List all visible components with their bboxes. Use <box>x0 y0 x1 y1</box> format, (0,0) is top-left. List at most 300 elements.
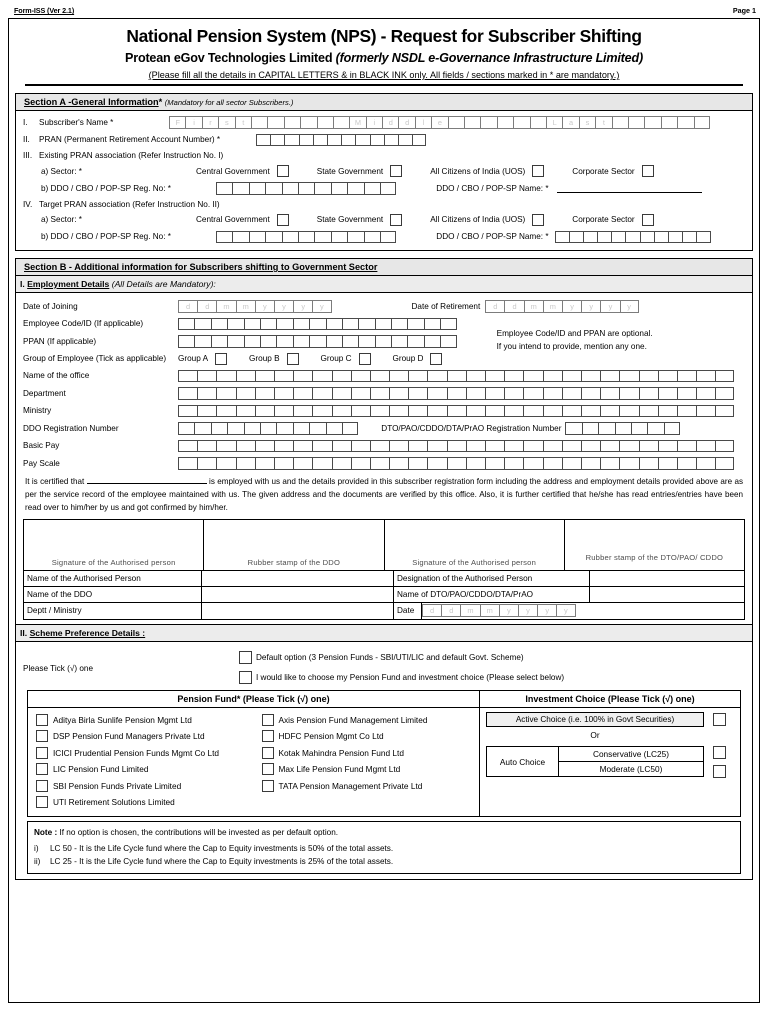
char-box[interactable] <box>364 231 380 244</box>
char-box[interactable]: y <box>562 300 581 313</box>
pension-fund-checkbox[interactable] <box>262 714 274 726</box>
char-box[interactable] <box>370 405 389 418</box>
char-box[interactable] <box>619 387 638 400</box>
char-box[interactable] <box>270 134 284 147</box>
char-box[interactable] <box>677 405 696 418</box>
pension-fund-option[interactable] <box>36 745 254 762</box>
char-box[interactable] <box>370 134 384 147</box>
authorised-person-name-input[interactable] <box>202 571 394 586</box>
char-box[interactable] <box>216 440 235 453</box>
pension-fund-option[interactable] <box>36 761 254 778</box>
char-box[interactable] <box>232 182 248 195</box>
char-box[interactable] <box>232 231 248 244</box>
char-box[interactable] <box>370 387 389 400</box>
char-box[interactable] <box>424 318 440 331</box>
pension-fund-checkbox[interactable] <box>36 763 48 775</box>
char-box[interactable] <box>407 318 423 331</box>
char-box[interactable] <box>326 422 342 435</box>
char-box[interactable] <box>249 182 265 195</box>
char-box[interactable] <box>715 387 734 400</box>
employee-code-input[interactable] <box>178 318 457 331</box>
char-box[interactable] <box>255 457 274 470</box>
char-box[interactable] <box>612 116 628 129</box>
char-box[interactable] <box>485 387 504 400</box>
char-box[interactable] <box>597 231 611 244</box>
char-box[interactable] <box>569 231 583 244</box>
char-box[interactable] <box>581 405 600 418</box>
char-box[interactable]: l <box>415 116 431 129</box>
char-box[interactable] <box>211 422 227 435</box>
char-box[interactable] <box>358 318 374 331</box>
char-box[interactable] <box>178 370 197 383</box>
char-box[interactable] <box>255 405 274 418</box>
char-box[interactable]: F <box>169 116 185 129</box>
char-box[interactable]: t <box>595 116 611 129</box>
target-sector-option[interactable] <box>572 214 653 226</box>
char-box[interactable] <box>236 370 255 383</box>
pension-fund-checkbox[interactable] <box>262 763 274 775</box>
char-box[interactable] <box>341 134 355 147</box>
char-box[interactable] <box>249 231 265 244</box>
char-box[interactable] <box>658 405 677 418</box>
authorised-person-designation-input[interactable] <box>590 571 744 586</box>
existing-sector-option[interactable] <box>196 165 289 177</box>
char-box[interactable]: y <box>518 604 537 617</box>
char-box[interactable] <box>332 387 351 400</box>
pension-fund-option[interactable] <box>262 712 480 729</box>
char-box[interactable] <box>375 318 391 331</box>
char-box[interactable] <box>342 422 358 435</box>
pran-input[interactable] <box>256 134 426 147</box>
char-box[interactable] <box>408 387 427 400</box>
char-box[interactable] <box>447 405 466 418</box>
char-box[interactable] <box>312 440 331 453</box>
deptt-ministry-input[interactable] <box>202 603 394 619</box>
char-box[interactable] <box>276 335 292 348</box>
char-box[interactable] <box>562 457 581 470</box>
target-sector-option-checkbox[interactable] <box>390 214 402 226</box>
char-box[interactable] <box>555 231 569 244</box>
char-box[interactable]: e <box>431 116 447 129</box>
char-box[interactable] <box>251 116 267 129</box>
char-box[interactable] <box>298 182 314 195</box>
char-box[interactable]: y <box>600 300 619 313</box>
pension-fund-option[interactable] <box>262 728 480 745</box>
char-box[interactable] <box>194 335 210 348</box>
char-box[interactable] <box>293 318 309 331</box>
char-box[interactable]: a <box>562 116 578 129</box>
char-box[interactable] <box>543 370 562 383</box>
char-box[interactable] <box>178 387 197 400</box>
pension-fund-checkbox[interactable] <box>262 747 274 759</box>
target-sector-options[interactable] <box>196 214 745 226</box>
char-box[interactable] <box>282 231 298 244</box>
char-box[interactable] <box>664 422 680 435</box>
signature-cell[interactable] <box>204 520 384 570</box>
char-box[interactable] <box>255 370 274 383</box>
char-box[interactable] <box>504 440 523 453</box>
char-box[interactable] <box>464 116 480 129</box>
char-box[interactable] <box>565 422 581 435</box>
char-box[interactable] <box>408 405 427 418</box>
char-box[interactable] <box>260 422 276 435</box>
char-box[interactable] <box>309 335 325 348</box>
existing-sector-option[interactable] <box>317 165 402 177</box>
char-box[interactable] <box>562 370 581 383</box>
char-box[interactable] <box>298 231 314 244</box>
char-box[interactable] <box>639 440 658 453</box>
char-box[interactable] <box>543 440 562 453</box>
char-box[interactable] <box>216 231 232 244</box>
char-box[interactable] <box>347 182 363 195</box>
char-box[interactable] <box>244 318 260 331</box>
char-box[interactable] <box>485 405 504 418</box>
ppan-input[interactable] <box>178 335 457 348</box>
char-box[interactable] <box>197 370 216 383</box>
char-box[interactable] <box>197 387 216 400</box>
char-box[interactable]: d <box>398 116 414 129</box>
char-box[interactable] <box>658 387 677 400</box>
char-box[interactable]: y <box>255 300 274 313</box>
char-box[interactable] <box>312 370 331 383</box>
char-box[interactable] <box>274 370 293 383</box>
char-box[interactable]: s <box>218 116 234 129</box>
existing-sector-option-checkbox[interactable] <box>277 165 289 177</box>
char-box[interactable] <box>562 405 581 418</box>
char-box[interactable] <box>364 182 380 195</box>
date-input[interactable] <box>422 604 576 617</box>
char-box[interactable] <box>327 134 341 147</box>
char-box[interactable]: d <box>178 300 197 313</box>
target-sector-option[interactable] <box>196 214 289 226</box>
char-box[interactable] <box>358 335 374 348</box>
group-option[interactable] <box>249 353 299 365</box>
subscriber-name-input[interactable] <box>169 116 710 129</box>
char-box[interactable] <box>654 231 668 244</box>
char-box[interactable] <box>408 440 427 453</box>
char-box[interactable] <box>351 457 370 470</box>
char-box[interactable]: m <box>480 604 499 617</box>
char-box[interactable] <box>677 387 696 400</box>
char-box[interactable] <box>178 457 197 470</box>
char-box[interactable] <box>375 335 391 348</box>
char-box[interactable] <box>677 457 696 470</box>
char-box[interactable] <box>485 457 504 470</box>
char-box[interactable] <box>543 457 562 470</box>
choose-option-row[interactable] <box>239 671 745 684</box>
char-box[interactable] <box>600 370 619 383</box>
char-box[interactable] <box>661 116 677 129</box>
char-box[interactable]: s <box>579 116 595 129</box>
char-box[interactable] <box>628 116 644 129</box>
pension-fund-option[interactable] <box>36 712 254 729</box>
char-box[interactable] <box>427 440 446 453</box>
pension-fund-option[interactable] <box>262 745 480 762</box>
char-box[interactable] <box>326 335 342 348</box>
char-box[interactable] <box>300 116 316 129</box>
char-box[interactable] <box>427 457 446 470</box>
existing-sector-option[interactable] <box>572 165 653 177</box>
char-box[interactable] <box>309 318 325 331</box>
char-box[interactable] <box>696 231 710 244</box>
char-box[interactable] <box>530 116 546 129</box>
char-box[interactable] <box>342 318 358 331</box>
char-box[interactable] <box>331 182 347 195</box>
char-box[interactable] <box>293 387 312 400</box>
char-box[interactable] <box>274 387 293 400</box>
char-box[interactable] <box>260 335 276 348</box>
char-box[interactable] <box>598 422 614 435</box>
char-box[interactable] <box>631 422 647 435</box>
pension-fund-checkbox[interactable] <box>36 714 48 726</box>
default-option-row[interactable] <box>239 651 745 664</box>
char-box[interactable]: r <box>202 116 218 129</box>
char-box[interactable] <box>391 318 407 331</box>
char-box[interactable] <box>562 387 581 400</box>
char-box[interactable] <box>355 134 369 147</box>
char-box[interactable] <box>211 318 227 331</box>
pension-fund-checkbox[interactable] <box>36 730 48 742</box>
char-box[interactable] <box>236 457 255 470</box>
char-box[interactable] <box>424 335 440 348</box>
signature-cell[interactable] <box>24 520 204 570</box>
char-box[interactable] <box>265 182 281 195</box>
signature-cell[interactable] <box>385 520 565 570</box>
char-box[interactable] <box>427 370 446 383</box>
char-box[interactable] <box>447 440 466 453</box>
target-sector-option-checkbox[interactable] <box>277 214 289 226</box>
char-box[interactable]: d <box>382 116 398 129</box>
employment-field-input[interactable] <box>178 405 734 418</box>
char-box[interactable] <box>313 134 327 147</box>
char-box[interactable] <box>255 440 274 453</box>
char-box[interactable] <box>314 231 330 244</box>
active-choice-row[interactable] <box>486 712 734 727</box>
dto-pao-name-input[interactable] <box>590 587 744 602</box>
char-box[interactable] <box>216 182 232 195</box>
char-box[interactable] <box>227 335 243 348</box>
char-box[interactable] <box>694 116 710 129</box>
char-box[interactable] <box>715 370 734 383</box>
char-box[interactable] <box>625 231 639 244</box>
char-box[interactable]: m <box>236 300 255 313</box>
pension-fund-checkbox[interactable] <box>36 747 48 759</box>
char-box[interactable] <box>384 134 398 147</box>
char-box[interactable] <box>216 457 235 470</box>
char-box[interactable] <box>178 335 194 348</box>
char-box[interactable] <box>227 422 243 435</box>
char-box[interactable] <box>236 405 255 418</box>
char-box[interactable] <box>583 231 597 244</box>
char-box[interactable] <box>513 116 529 129</box>
existing-sector-option-checkbox[interactable] <box>532 165 544 177</box>
char-box[interactable] <box>619 440 638 453</box>
target-ddo-reg-input[interactable] <box>216 231 396 244</box>
char-box[interactable] <box>197 457 216 470</box>
char-box[interactable] <box>523 440 542 453</box>
char-box[interactable] <box>427 405 446 418</box>
char-box[interactable] <box>284 116 300 129</box>
char-box[interactable] <box>244 335 260 348</box>
target-sector-option[interactable] <box>430 214 544 226</box>
char-box[interactable] <box>380 231 396 244</box>
char-box[interactable] <box>440 335 456 348</box>
char-box[interactable] <box>639 370 658 383</box>
char-box[interactable] <box>332 370 351 383</box>
char-box[interactable] <box>380 182 396 195</box>
char-box[interactable] <box>227 318 243 331</box>
char-box[interactable] <box>314 182 330 195</box>
char-box[interactable] <box>178 405 197 418</box>
char-box[interactable]: L <box>546 116 562 129</box>
ddo-registration-input[interactable] <box>178 422 358 435</box>
char-box[interactable] <box>332 457 351 470</box>
char-box[interactable] <box>236 387 255 400</box>
char-box[interactable] <box>466 457 485 470</box>
char-box[interactable] <box>447 370 466 383</box>
char-box[interactable] <box>267 116 283 129</box>
char-box[interactable] <box>581 370 600 383</box>
char-box[interactable] <box>480 116 496 129</box>
char-box[interactable]: y <box>556 604 575 617</box>
char-box[interactable] <box>255 387 274 400</box>
char-box[interactable] <box>639 405 658 418</box>
char-box[interactable] <box>447 457 466 470</box>
char-box[interactable] <box>440 318 456 331</box>
char-box[interactable] <box>197 440 216 453</box>
char-box[interactable] <box>178 422 194 435</box>
char-box[interactable] <box>342 335 358 348</box>
char-box[interactable] <box>504 405 523 418</box>
char-box[interactable] <box>276 318 292 331</box>
char-box[interactable] <box>562 440 581 453</box>
char-box[interactable]: y <box>312 300 331 313</box>
char-box[interactable]: i <box>366 116 382 129</box>
target-ddo-name-input[interactable] <box>555 231 711 244</box>
char-box[interactable] <box>600 405 619 418</box>
char-box[interactable] <box>309 422 325 435</box>
char-box[interactable] <box>647 422 663 435</box>
char-box[interactable] <box>543 405 562 418</box>
char-box[interactable] <box>715 457 734 470</box>
char-box[interactable] <box>696 440 715 453</box>
existing-sector-option[interactable] <box>430 165 544 177</box>
pension-fund-option[interactable] <box>36 778 254 795</box>
char-box[interactable] <box>600 457 619 470</box>
char-box[interactable] <box>600 387 619 400</box>
employment-field-input[interactable] <box>178 387 734 400</box>
char-box[interactable] <box>312 405 331 418</box>
char-box[interactable] <box>398 134 412 147</box>
char-box[interactable] <box>347 231 363 244</box>
char-box[interactable]: d <box>441 604 460 617</box>
auto-choice-moderate-checkbox[interactable] <box>713 765 726 778</box>
group-option-checkbox[interactable] <box>430 353 442 365</box>
char-box[interactable]: m <box>543 300 562 313</box>
char-box[interactable] <box>658 440 677 453</box>
char-box[interactable] <box>581 440 600 453</box>
char-box[interactable] <box>407 335 423 348</box>
char-box[interactable] <box>282 182 298 195</box>
employment-field-input[interactable] <box>178 440 734 453</box>
char-box[interactable] <box>412 134 426 147</box>
char-box[interactable] <box>236 440 255 453</box>
char-box[interactable] <box>276 422 292 435</box>
char-box[interactable] <box>326 318 342 331</box>
char-box[interactable] <box>333 116 349 129</box>
char-box[interactable] <box>274 405 293 418</box>
char-box[interactable] <box>178 440 197 453</box>
char-box[interactable] <box>504 387 523 400</box>
char-box[interactable] <box>677 440 696 453</box>
char-box[interactable] <box>611 231 625 244</box>
char-box[interactable] <box>600 440 619 453</box>
char-box[interactable] <box>351 405 370 418</box>
char-box[interactable] <box>696 405 715 418</box>
char-box[interactable] <box>677 116 693 129</box>
char-box[interactable] <box>256 134 270 147</box>
char-box[interactable]: d <box>485 300 504 313</box>
char-box[interactable] <box>274 457 293 470</box>
char-box[interactable] <box>581 387 600 400</box>
char-box[interactable] <box>216 405 235 418</box>
char-box[interactable] <box>265 231 281 244</box>
char-box[interactable] <box>448 116 464 129</box>
pension-fund-option[interactable] <box>36 728 254 745</box>
char-box[interactable]: m <box>524 300 543 313</box>
char-box[interactable] <box>408 457 427 470</box>
pension-fund-option[interactable] <box>36 794 254 811</box>
char-box[interactable] <box>658 457 677 470</box>
char-box[interactable] <box>317 116 333 129</box>
group-option[interactable] <box>321 353 371 365</box>
char-box[interactable] <box>299 134 313 147</box>
char-box[interactable]: y <box>274 300 293 313</box>
char-box[interactable] <box>216 370 235 383</box>
char-box[interactable] <box>370 370 389 383</box>
existing-ddo-reg-input[interactable] <box>216 182 396 195</box>
char-box[interactable] <box>194 422 210 435</box>
char-box[interactable] <box>389 440 408 453</box>
char-box[interactable] <box>332 405 351 418</box>
char-box[interactable] <box>677 370 696 383</box>
pension-fund-option[interactable] <box>262 761 480 778</box>
existing-sector-option-checkbox[interactable] <box>390 165 402 177</box>
target-sector-option-checkbox[interactable] <box>642 214 654 226</box>
char-box[interactable]: y <box>499 604 518 617</box>
char-box[interactable] <box>351 440 370 453</box>
char-box[interactable] <box>293 405 312 418</box>
char-box[interactable] <box>523 387 542 400</box>
char-box[interactable] <box>312 457 331 470</box>
char-box[interactable] <box>351 370 370 383</box>
char-box[interactable] <box>216 387 235 400</box>
group-option-checkbox[interactable] <box>359 353 371 365</box>
char-box[interactable] <box>427 387 446 400</box>
char-box[interactable] <box>639 387 658 400</box>
pension-fund-checkbox[interactable] <box>36 796 48 808</box>
existing-ddo-name-input[interactable] <box>557 184 702 193</box>
existing-sector-option-checkbox[interactable] <box>642 165 654 177</box>
char-box[interactable] <box>466 370 485 383</box>
char-box[interactable] <box>619 405 638 418</box>
char-box[interactable] <box>523 457 542 470</box>
char-box[interactable] <box>211 335 227 348</box>
char-box[interactable] <box>619 457 638 470</box>
date-of-retirement-input[interactable] <box>485 300 639 313</box>
char-box[interactable] <box>389 387 408 400</box>
signature-cell[interactable] <box>565 520 744 570</box>
